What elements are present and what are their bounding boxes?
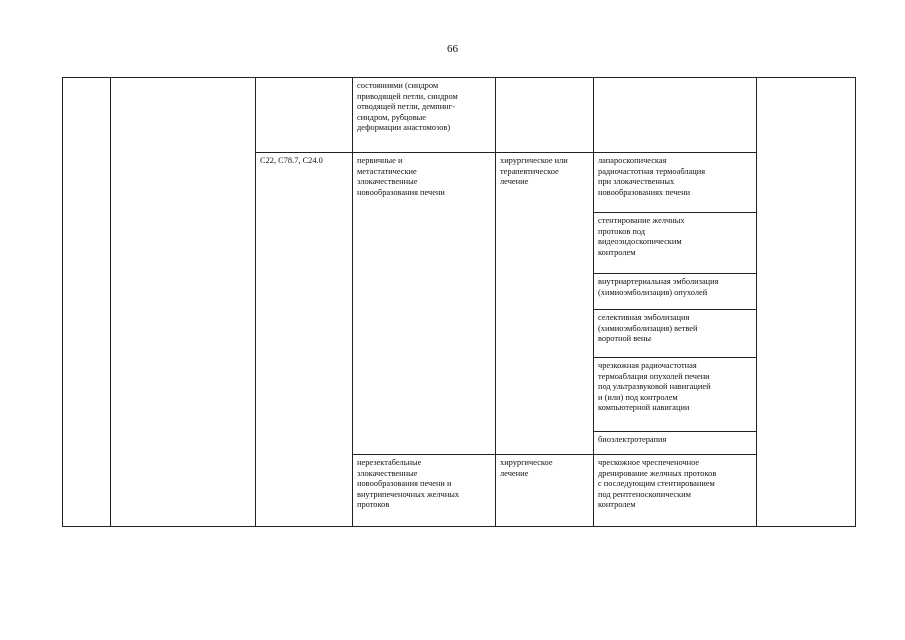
- cell-profile: [111, 78, 256, 527]
- treatment-text: хирургическое лечение: [500, 458, 553, 478]
- cell-method: [594, 213, 757, 274]
- cell-treatment: [496, 153, 594, 455]
- cell-cost: [757, 78, 856, 527]
- method-text: внутриартериальная эмболизация (химиоэмболизация) опухолей: [598, 277, 719, 297]
- cell-codes: [256, 78, 353, 153]
- page-number: 66: [447, 43, 458, 55]
- cell-method: [594, 78, 757, 153]
- treatment-methods-table: [62, 77, 856, 527]
- method-text: чрескожное чреспеченочное дренирование желчных протоков с последующим стентированием под рентгеноскопическим контролем: [598, 458, 717, 510]
- condition-text: нерезектабельные злокачественные новообразования печени и внутрипеченочных желчных протоков: [357, 458, 460, 510]
- cell-condition: [353, 153, 496, 455]
- cell-method: [594, 358, 757, 432]
- method-text: чрезкожная радиочастотная термоаблация опухолей печени под ультразвуковой навигацией и (или) под контролем компьютерной навигации: [598, 361, 711, 413]
- cell-condition: [353, 78, 496, 153]
- table-row: [63, 78, 856, 153]
- treatment-text: хирургическое или терапевтическое лечение: [500, 156, 568, 187]
- condition-text: первичные и метастатические злокачественные новообразования печени: [357, 156, 445, 197]
- codes-text: C22, C78.7, C24.0: [260, 156, 323, 165]
- cell-treatment: [496, 78, 594, 153]
- cell-method: [594, 310, 757, 358]
- cell-method: [594, 274, 757, 310]
- cell-codes: [256, 153, 353, 527]
- method-text: биоэлектротерапия: [598, 435, 667, 444]
- cell-method: [594, 455, 757, 527]
- cell-method: [594, 153, 757, 213]
- method-text: лапароскопическая радиочастотная термоаблация при злокачественных новообразованиях печени: [598, 156, 706, 197]
- condition-text: состояниями (синдром приводящей петли, синдром отводящей петли, демпинг- синдром, рубцовые деформации анастомозов): [357, 81, 458, 133]
- cell-number: [63, 78, 111, 527]
- method-text: селективная эмболизация (химиоэмболизация) ветвей воротной вены: [598, 313, 698, 344]
- cell-method: [594, 432, 757, 455]
- method-text: стентирование желчных протоков под видеоэндоскопическим контролем: [598, 216, 685, 257]
- cell-treatment: [496, 455, 594, 527]
- cell-condition: [353, 455, 496, 527]
